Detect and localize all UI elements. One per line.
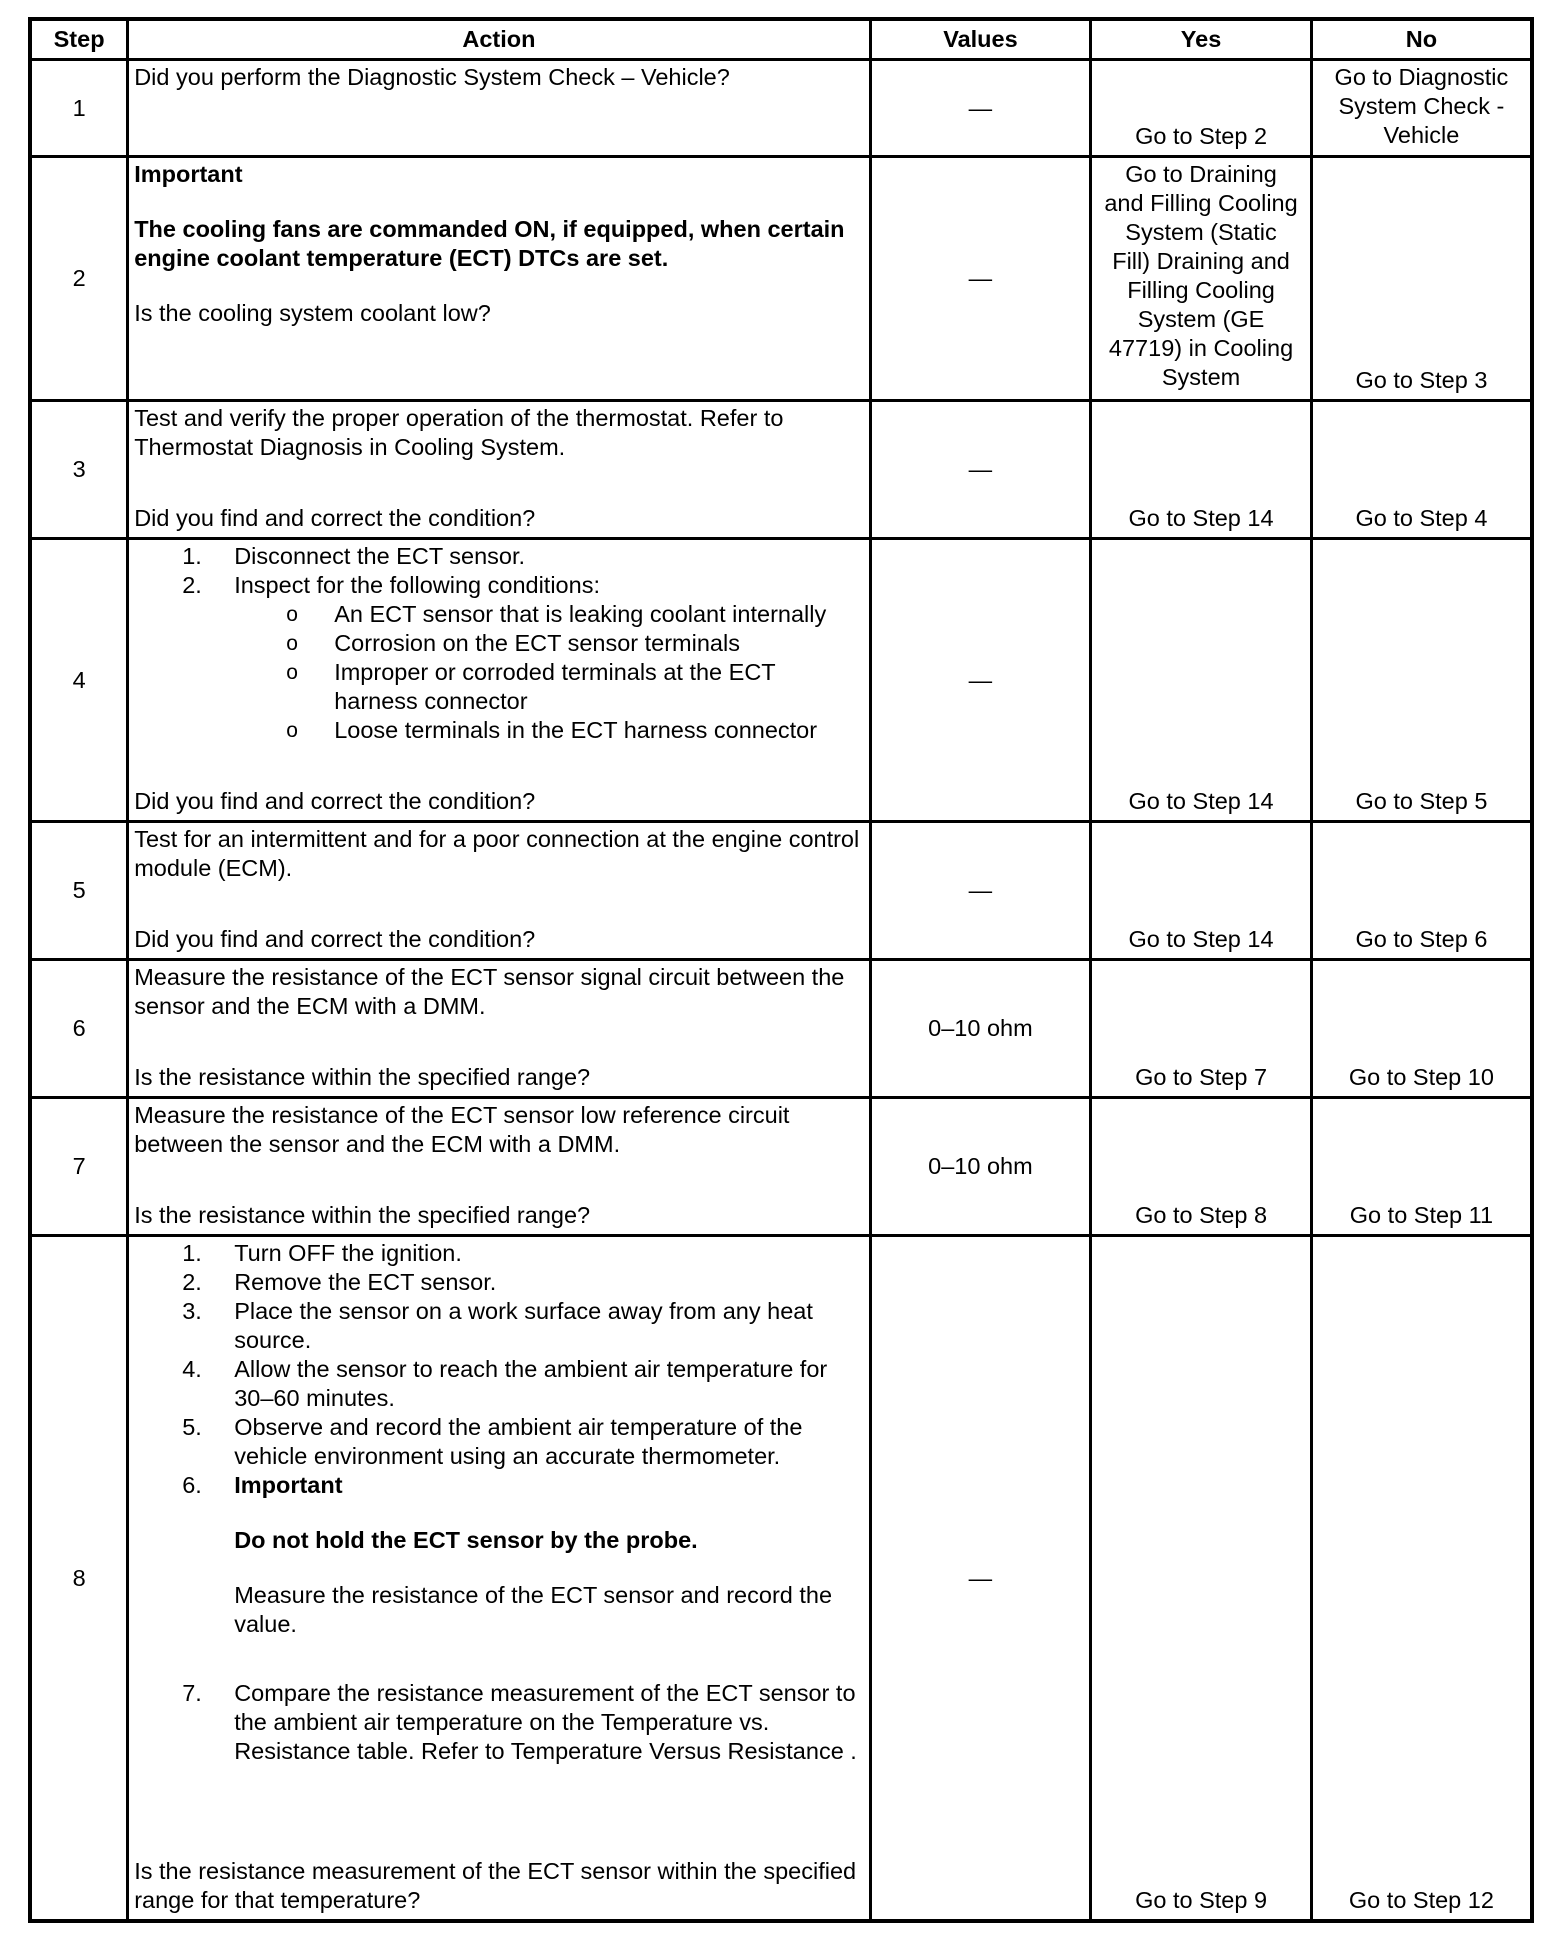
no-cell	[1311, 1236, 1532, 1922]
no-cell	[1311, 60, 1532, 157]
yes-link[interactable]: Go to Step 2	[1135, 123, 1268, 149]
yes-link-line: System (Static	[1125, 219, 1277, 245]
item-number: 4.	[182, 1356, 202, 1382]
no-link-line: System Check -	[1338, 93, 1505, 119]
step-number: 5	[30, 822, 128, 960]
values-cell: 0–10 ohm	[870, 960, 1091, 1098]
action-cell	[128, 822, 870, 960]
no-link-line: Vehicle	[1383, 122, 1460, 148]
item-number: 5.	[182, 1414, 202, 1440]
item-number: 2.	[182, 1269, 202, 1295]
step-number: 6	[30, 960, 128, 1098]
procedure-item	[182, 1268, 864, 1297]
yes-link[interactable]: Go to Step 8	[1135, 1202, 1268, 1228]
table-row	[30, 157, 1532, 401]
yes-cell	[1091, 1236, 1312, 1922]
item-number: 6.	[182, 1472, 202, 1498]
no-cell	[1311, 401, 1532, 539]
no-link[interactable]: Go to Step 6	[1355, 926, 1488, 952]
yes-link-line: Filling Cooling	[1127, 277, 1275, 303]
table-row	[30, 401, 1532, 539]
table-row	[30, 539, 1532, 822]
values-cell: —	[870, 60, 1091, 157]
no-cell	[1311, 822, 1532, 960]
step-number: 1	[30, 60, 128, 157]
no-link[interactable]: Go to Step 3	[1355, 367, 1488, 393]
yes-cell	[1091, 822, 1312, 960]
yes-link[interactable]: Go to Step 14	[1128, 926, 1274, 952]
procedure-item	[182, 1679, 864, 1766]
procedure-item	[182, 1471, 864, 1679]
action-question: Did you find and correct the condition?	[134, 788, 536, 814]
table-row	[30, 1098, 1532, 1236]
action-cell	[128, 401, 870, 539]
action-question: Is the cooling system coolant low?	[134, 300, 491, 326]
action-cell	[128, 60, 870, 157]
important-note: Do not hold the ECT sensor by the probe.	[234, 1527, 698, 1553]
yes-link[interactable]: Go to Step 9	[1135, 1887, 1268, 1913]
item-text: Allow the sensor to reach the ambient air temperature for 30–60 minutes.	[234, 1356, 828, 1411]
item-number: 3.	[182, 1298, 202, 1324]
yes-link[interactable]: Go to Step 7	[1135, 1064, 1268, 1090]
action-cell	[128, 1236, 870, 1922]
item-number: 2.	[182, 572, 202, 598]
table-row	[30, 960, 1532, 1098]
condition-text: Corrosion on the ECT sensor terminals	[334, 630, 740, 656]
table-row	[30, 60, 1532, 157]
item-number: 7.	[182, 1680, 202, 1706]
action-instruction: Test for an intermittent and for a poor connection at the engine control module (ECM).	[134, 826, 860, 881]
no-cell	[1311, 960, 1532, 1098]
important-label: Important	[234, 1472, 343, 1498]
col-header-yes: Yes	[1091, 19, 1312, 60]
item-text: Measure the resistance of the ECT sensor and record the value.	[234, 1582, 833, 1637]
step-number: 3	[30, 401, 128, 539]
condition-item	[286, 716, 864, 745]
action-cell	[128, 157, 870, 401]
yes-link-line: System	[1161, 364, 1241, 390]
action-instruction: Measure the resistance of the ECT sensor signal circuit between the sensor and the ECM with a DMM.	[134, 964, 845, 1019]
action-question: Is the resistance within the specified range?	[134, 1064, 591, 1090]
condition-item	[286, 629, 864, 658]
yes-cell	[1091, 960, 1312, 1098]
action-question: Did you find and correct the condition?	[134, 926, 536, 952]
yes-link-line: Fill) Draining and	[1112, 248, 1290, 274]
header-row	[30, 19, 1532, 60]
yes-link-line: 47719) in Cooling	[1108, 335, 1294, 361]
bullet: o	[286, 719, 298, 742]
values-cell: —	[870, 157, 1091, 401]
procedure-item	[182, 542, 864, 571]
item-text: Inspect for the following conditions:	[234, 572, 600, 598]
bullet: o	[286, 632, 298, 655]
condition-item	[286, 658, 864, 716]
item-number: 1.	[182, 543, 202, 569]
yes-cell	[1091, 1098, 1312, 1236]
step-number: 4	[30, 539, 128, 822]
yes-link[interactable]: Go to Step 14	[1128, 788, 1274, 814]
condition-item	[286, 600, 864, 629]
procedure-list	[134, 1239, 864, 1766]
yes-link-line: Go to Draining	[1125, 161, 1277, 187]
yes-link[interactable]: Go to Step 14	[1128, 505, 1274, 531]
action-question: Did you find and correct the condition?	[134, 505, 536, 531]
procedure-item	[182, 1413, 864, 1471]
action-question: Is the resistance within the specified range?	[134, 1202, 591, 1228]
step-number: 2	[30, 157, 128, 401]
action-cell	[128, 539, 870, 822]
item-number: 1.	[182, 1240, 202, 1266]
yes-link-line: System (GE	[1137, 306, 1265, 332]
bullet: o	[286, 661, 298, 684]
no-link[interactable]	[1317, 63, 1526, 151]
item-text: Observe and record the ambient air temperature of the vehicle environment using an accurate thermometer.	[234, 1414, 803, 1469]
action-question: Is the resistance measurement of the ECT sensor within the specified range for that temperature?	[134, 1858, 857, 1913]
action-cell	[128, 960, 870, 1098]
item-text: Remove the ECT sensor.	[234, 1269, 497, 1295]
item-text: Compare the resistance measurement of the ECT sensor to the ambient air temperature on the Temperature vs. Resistance table. Refer to Temperature Versus Resistance .	[234, 1680, 857, 1764]
table-row	[30, 822, 1532, 960]
step-number: 7	[30, 1098, 128, 1236]
procedure-item	[182, 1297, 864, 1355]
procedure-item	[182, 571, 864, 745]
col-header-step: Step	[30, 19, 128, 60]
procedure-item	[182, 1239, 864, 1268]
condition-list	[234, 600, 864, 745]
item-text: Disconnect the ECT sensor.	[234, 543, 526, 569]
no-cell	[1311, 1098, 1532, 1236]
col-header-no: No	[1311, 19, 1532, 60]
action-instruction: Measure the resistance of the ECT sensor low reference circuit between the sensor and the ECM with a DMM.	[134, 1102, 790, 1157]
action-cell	[128, 1098, 870, 1236]
action-question: Did you perform the Diagnostic System Check – Vehicle?	[134, 64, 730, 90]
no-link[interactable]: Go to Step 12	[1348, 1887, 1494, 1913]
condition-text: Improper or corroded terminals at the ECT harness connector	[334, 659, 776, 714]
no-cell	[1311, 539, 1532, 822]
step-number: 8	[30, 1236, 128, 1922]
diagnostic-table	[28, 17, 1534, 1923]
col-header-values: Values	[870, 19, 1091, 60]
no-link[interactable]: Go to Step 4	[1355, 505, 1488, 531]
values-cell: —	[870, 539, 1091, 822]
important-label: Important	[134, 161, 243, 187]
yes-link-line: and Filling Cooling	[1104, 190, 1298, 216]
bullet: o	[286, 603, 298, 626]
no-link[interactable]: Go to Step 5	[1355, 788, 1488, 814]
yes-cell	[1091, 539, 1312, 822]
yes-cell	[1091, 60, 1312, 157]
table-row	[30, 1236, 1532, 1922]
procedure-item	[182, 1355, 864, 1413]
values-cell: 0–10 ohm	[870, 1098, 1091, 1236]
yes-link[interactable]	[1096, 160, 1306, 395]
important-note: The cooling fans are commanded ON, if equipped, when certain engine coolant temperature (ECT) DTCs are set.	[134, 216, 845, 271]
values-cell: —	[870, 1236, 1091, 1922]
procedure-list	[134, 542, 864, 745]
values-cell: —	[870, 822, 1091, 960]
item-text: Turn OFF the ignition.	[234, 1240, 462, 1266]
no-cell	[1311, 157, 1532, 401]
action-instruction: Test and verify the proper operation of the thermostat. Refer to Thermostat Diagnosis in Cooling System.	[134, 405, 784, 460]
yes-cell	[1091, 401, 1312, 539]
condition-text: An ECT sensor that is leaking coolant internally	[334, 601, 827, 627]
condition-text: Loose terminals in the ECT harness connector	[334, 717, 818, 743]
item-text: Place the sensor on a work surface away from any heat source.	[234, 1298, 813, 1353]
values-cell: —	[870, 401, 1091, 539]
no-link-line: Go to Diagnostic	[1334, 64, 1509, 90]
col-header-action: Action	[128, 19, 870, 60]
no-link[interactable]: Go to Step 10	[1348, 1064, 1494, 1090]
yes-cell	[1091, 157, 1312, 401]
no-link[interactable]: Go to Step 11	[1349, 1202, 1494, 1228]
